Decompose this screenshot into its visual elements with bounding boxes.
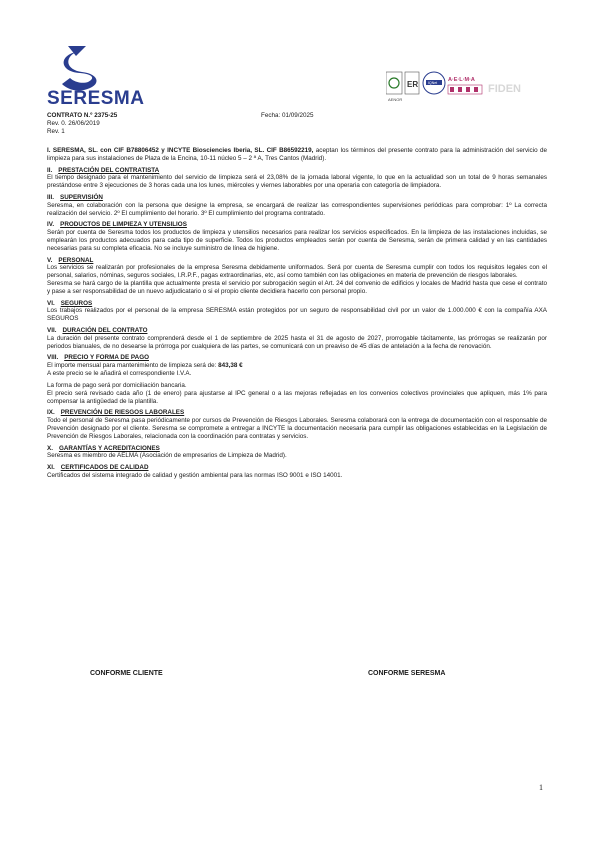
section-paragraph: La duración del presente contrato comprenderá desde el 1 de septiembre de 2025 hasta el 31 de agosto de 2027, prorrogable tácitamente, las prórrogas se realizarán por periodos bianuales, de no desearse la prórroga por cualquiera de las partes, se comunicará con un preaviso de 45 días de antelación a la fecha de renovación. [47, 334, 547, 350]
price-value: 843,38 € [218, 361, 243, 369]
section-paragraph: El precio será revisado cada año (1 de enero) para ajustarse al IPC general o a las mejoras reflejadas en los convenios colectivos provinciales que apliquen, más 1% para compensar la antigüedad de la plantilla. [47, 389, 547, 405]
section-heading [47, 445, 547, 452]
section-paragraph: Los servicios se realizarán por profesionales de la empresa Seresma debidamente uniformados. Será por cuenta de Seresma cumplir con todos los requisitos legales con el personal, salarios, nóminas, seguros sociales, I.R.P.F., pagas extraordinarias, etc, así como también con las obligaciones en materia de prevención de riesgos laborales. [47, 264, 547, 280]
section-heading [47, 300, 547, 307]
contract-date: Fecha: 01/09/2025 [261, 112, 314, 119]
section-title: SEGUROS [60, 299, 93, 307]
section-title: CERTIFICADOS DE CALIDAD [60, 464, 149, 472]
section-paragraph: Los trabajos realizados por el personal de la empresa SERESMA están protegidos por un seguro de responsabilidad civil por un valor de 1.000.000 € con la compañía AXA SEGUROS [47, 307, 547, 323]
section-heading [47, 464, 547, 471]
section-paragraph: A este precio se le añadirá el correspondiente I.V.A. [47, 369, 192, 377]
section-paragraph: El tiempo designado para el mantenimiento del servicio de limpieza será el 23,08% de la jornada laboral vigente, lo que en la actualidad son un total de 9 horas semanales prestándose entre 3 ejecuciones de 3 horas cada una los lunes, miércoles y viernes laborables por una operaria con categoría de limpiadora. [47, 174, 547, 190]
section-heading [47, 221, 547, 228]
section-title: PRODUCTOS DE LIMPIEZA Y UTENSILIOS [60, 221, 187, 229]
section-title: PERSONAL [58, 256, 94, 264]
aelma-label: A·E·L·M·A [448, 77, 475, 83]
cert-er-label: ER [407, 80, 419, 89]
contract-number: CONTRATO N.º 2375-25 [47, 112, 118, 119]
section-title: PRESTACIÓN DEL CONTRATISTA [58, 166, 160, 174]
section-number: II. [47, 166, 53, 174]
company-signature-label: CONFORME SERESMA [368, 670, 446, 677]
section-number: X. [47, 444, 53, 452]
section-paragraph: Certificados del sistema integrado de calidad y gestión ambiental para las normas ISO 9001 e ISO 14001. [47, 471, 343, 479]
section-heading [47, 167, 547, 174]
section-heading [47, 257, 547, 264]
certification-logos [386, 70, 556, 110]
section-number: V. [47, 256, 53, 264]
section-number: XI. [47, 464, 55, 472]
section-heading [47, 194, 547, 201]
section-paragraph: Seresma es miembro de AELMA (Asociación de empresarios de Limpieza de Madrid). [47, 452, 287, 460]
contract-body [47, 147, 547, 479]
cert-aenor-label: AENOR [388, 97, 403, 102]
section-paragraph: La forma de pago será por domiciliación bancaria. [47, 381, 187, 389]
section-paragraph: Seresma, en colaboración con la persona que designe la empresa, se encargará de realizar las correspondientes supervisiones periódicas para comprobar: 1º La correcta realización del servicio. 2º El cumplimiento del horario. 3º El cumplimiento del programa contratado. [47, 201, 547, 217]
section-number: VI. [47, 299, 55, 307]
section-number: VII. [47, 327, 57, 335]
revision-0: Rev. 0. 26/06/2019 [47, 120, 100, 127]
page-number: 1 [539, 783, 543, 792]
brand-name: SERESMA [47, 88, 145, 109]
section-paragraph: Seresma se hará cargo de la plantilla que actualmente presta el servicio por subrogación según el Art. 24 del convenio de edificios y locales de Madrid hasta que cese el contrato y pase a ser responsabilidad de un nuevo adjudicatario o si el propio cliente decidiera hacerlo con personal propio. [47, 279, 547, 295]
section-number: IX. [47, 409, 55, 417]
revision-1: Rev. 1 [47, 128, 65, 135]
section-title: DURACIÓN DEL CONTRATO [62, 327, 148, 335]
section-title: PRECIO Y FORMA DE PAGO [64, 354, 149, 362]
section-paragraph: Serán por cuenta de Seresma todos los productos de limpieza y utensilios necesarios para realizar los servicios especificados. En la limpieza de las instalaciones incluidas, se emplearán los productos adecuados para cada tipo de superficie. Todos los productos empleados serán por cuenta de Seresma, serán de primera calidad y en las cantidades necesarias para su completa eficacia. No se incluye suministro de línea de higiene. [47, 228, 547, 252]
fiden-label: FIDEN [488, 83, 521, 95]
section-heading [47, 327, 547, 334]
section-paragraph: Todo el personal de Seresma pasa periódicamente por cursos de Prevención de Riesgos Laborales. Seresma colaborará con la entrega de documentación con el responsable de Prevención designado por el cliente. Seresma se compromete a entregar a INCYTE la documentación necesaria para cumplir las obligaciones establecidas en la Legislación de Prevención de Riesgos Laborales, relacionada con la coordinación para contratas y servicios. [47, 416, 547, 440]
section-title: PREVENCIÓN DE RIESGOS LABORALES [60, 409, 185, 417]
section-heading [47, 409, 547, 416]
price-label: El importe mensual para mantenimiento de limpieza será de: [47, 361, 219, 369]
contract-sections [47, 167, 547, 480]
section-number: III. [47, 194, 54, 202]
section-heading [47, 354, 547, 361]
section-title: GARANTÍAS Y ACREDITACIONES [58, 444, 160, 452]
intro-paragraph: I. SERESMA, SL. con CIF B78806452 y INCYTE Biosciencies Iberia, SL. CIF B86592219, aceptan los términos del presente contrato para la administración del servicio de limpieza para sus instalaciones de Plaza de la Encina, 10-11 núcleo 5 – 2 ª A, Tres Cantos (Madrid). [47, 147, 547, 162]
section-title: SUPERVISIÓN [60, 194, 103, 202]
cert-iqnet-label: IQNet [428, 81, 438, 85]
section-number: IV. [47, 221, 55, 229]
price-line [47, 362, 547, 370]
client-signature-label: CONFORME CLIENTE [90, 670, 163, 677]
section-number: VIII. [47, 354, 59, 362]
